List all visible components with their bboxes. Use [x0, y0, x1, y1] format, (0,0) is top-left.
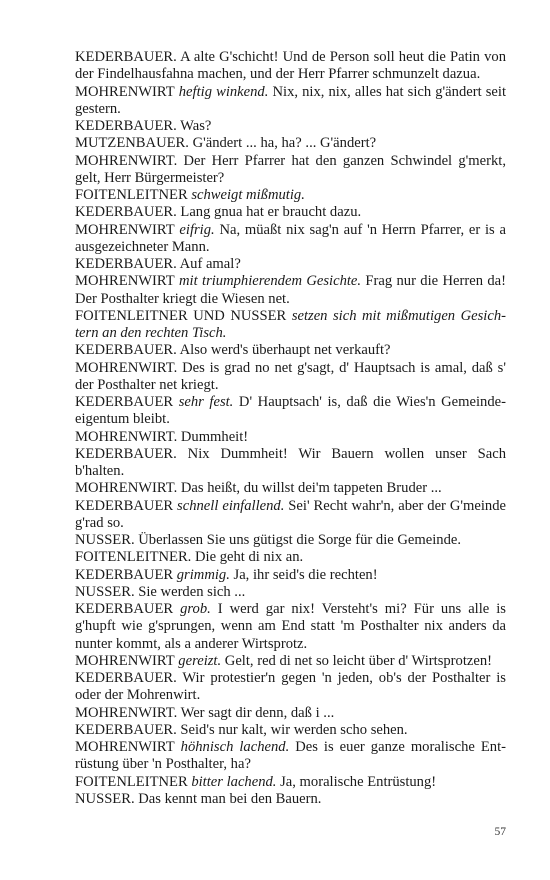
dialogue-line — [75, 222, 506, 257]
speaker-name: MOHRENWIRT. — [75, 428, 178, 445]
spoken-text: Also werd's überhaupt net verkauft? — [176, 342, 391, 359]
spoken-text: Nix, nix, nix, alles hat sich g'ändert seit gestern. — [75, 83, 506, 117]
spoken-text: Gelt, red di net so leicht über d' Wirtsprotzen! — [221, 652, 493, 669]
dialogue-line — [75, 567, 506, 584]
dialogue-line — [75, 653, 506, 670]
spoken-text: Das kennt man bei den Bauern. — [134, 790, 322, 807]
speaker-name: MOHRENWIRT. — [75, 480, 178, 497]
speaker-name: FOITENLEITNER. — [75, 549, 192, 566]
speaker-name: KEDERBAUER. — [75, 204, 177, 221]
stage-direction: grob. — [173, 601, 211, 617]
speaker-name: KEDERBAUER. — [75, 721, 177, 738]
spoken-text: Na, müaßt nix sag'n auf 'n Herrn Pfarrer, er is a ausgezeichneter Mann. — [75, 221, 506, 255]
speaker-name: KEDERBAUER. — [75, 49, 177, 65]
speaker-name: KEDERBAUER — [75, 394, 174, 410]
stage-direction: eifrig. — [174, 221, 215, 238]
speaker-name: MOHRENWIRT. — [75, 359, 178, 376]
dialogue-line — [75, 705, 506, 722]
speaker-name: MOHRENWIRT — [75, 83, 175, 100]
speaker-name: KEDERBAUER. — [75, 118, 177, 134]
dialogue-line — [75, 360, 506, 395]
speaker-name: KEDERBAUER. — [75, 670, 177, 686]
stage-direction: sehr fest. — [173, 394, 234, 410]
page-number: 57 — [494, 826, 506, 838]
spoken-text: I werd gar nix! Versteht's mi? Für uns alle is g'hupft wie g'sprungen, wenn am End statt 'm Posthalter nix anders da nunter kommt, als a anderer Wirtsprotz. — [75, 601, 506, 652]
dialogue-line — [75, 601, 506, 653]
spoken-text: A alte G'schicht! Und de Person soll heut die Patin von der Findelhausfahna machen, und der Herr Pfarrer schmunzelt dazua. — [75, 49, 506, 83]
speaker-name: MOHRENWIRT. — [75, 704, 178, 721]
dialogue-line — [75, 394, 506, 429]
dialogue-line — [75, 584, 506, 601]
spoken-text: Nix Dummheit! Wir Bauern wollen unser Sach b'halten. — [75, 445, 506, 479]
dialogue-line — [75, 532, 506, 549]
spoken-text: Sei' Recht wahr'n, aber der G'meinde g'rad so. — [75, 497, 506, 531]
dialogue-line — [75, 256, 506, 273]
dialogue-line — [75, 446, 506, 481]
dialogue-line — [75, 153, 506, 188]
stage-direction: grimmig. — [173, 566, 230, 583]
dialogue-line — [75, 739, 506, 774]
stage-direction: höhnisch lachend. — [174, 739, 290, 755]
stage-direction: schnell einfallend. — [173, 497, 285, 514]
speaker-name: KEDERBAUER. — [75, 445, 177, 462]
speaker-name: FOITENLEITNER UND NUSSER — [75, 307, 287, 324]
dialogue-line — [75, 722, 506, 739]
dialogue-line — [75, 204, 506, 221]
spoken-text: Frag nur die Herren da! Der Posthalter kriegt die Wiesen net. — [75, 273, 506, 307]
dialogue-text — [75, 49, 506, 808]
spoken-text: Wer sagt dir denn, daß i ... — [177, 704, 335, 721]
stage-direction: heftig winkend. — [174, 83, 269, 100]
spoken-text: Ja, ihr seid's die rechten! — [229, 566, 378, 583]
spoken-text: Das heißt, du willst dei'm tappeten Bruder ... — [177, 480, 442, 497]
speaker-name: MOHRENWIRT — [75, 221, 175, 238]
stage-direction: mit triumphierendem Gesichte. — [174, 273, 362, 290]
speaker-name: NUSSER. — [75, 583, 135, 600]
dialogue-line — [75, 49, 506, 84]
speaker-name: NUSSER. — [75, 790, 135, 807]
spoken-text: G'ändert ... ha, ha? ... G'ändert? — [188, 135, 377, 152]
spoken-text: Was? — [176, 118, 212, 134]
spoken-text: Die geht di nix an. — [191, 549, 304, 566]
spoken-text: Wir protestier'n gegen 'n jeden, ob's der Posthalter is oder der Mohrenwirt. — [75, 670, 506, 704]
spoken-text: Ja, moralische Entrüstung! — [276, 773, 437, 790]
spoken-text: Auf amal? — [176, 256, 241, 272]
dialogue-line — [75, 480, 506, 497]
dialogue-line — [75, 791, 506, 808]
dialogue-line — [75, 342, 506, 359]
dialogue-line — [75, 187, 506, 204]
spoken-text: Seid's nur kalt, wir werden scho sehen. — [176, 721, 408, 738]
dialogue-line — [75, 498, 506, 533]
speaker-name: MOHRENWIRT — [75, 739, 175, 755]
speaker-name: KEDERBAUER. — [75, 342, 177, 359]
speaker-name: FOITENLEITNER — [75, 773, 188, 790]
dialogue-line — [75, 273, 506, 308]
dialogue-line — [75, 549, 506, 566]
speaker-name: KEDERBAUER — [75, 497, 174, 514]
spoken-text: Überlassen Sie uns gütigst die Sorge für die Gemeinde. — [134, 532, 462, 548]
spoken-text: Der Herr Pfarrer hat den ganzen Schwindel g'merkt, gelt, Herr Bürgermeister? — [75, 152, 506, 186]
dialogue-line — [75, 670, 506, 705]
spoken-text: Des is euer ganze moralische Ent-rüstung über 'n Posthalter, ha? — [75, 739, 506, 773]
speaker-name: NUSSER. — [75, 532, 135, 548]
speaker-name: MOHRENWIRT — [75, 273, 175, 290]
dialogue-line — [75, 135, 506, 152]
speaker-name: KEDERBAUER — [75, 566, 174, 583]
spoken-text: D' Hauptsach' is, daß die Wies'n Gemeinde-eigentum bleibt. — [75, 394, 506, 428]
spoken-text: Sie werden sich ... — [134, 583, 246, 600]
dialogue-line — [75, 84, 506, 119]
speaker-name: KEDERBAUER. — [75, 256, 177, 272]
stage-direction: gereizt. — [174, 652, 222, 669]
dialogue-line — [75, 118, 506, 135]
speaker-name: MOHRENWIRT — [75, 652, 175, 669]
stage-direction: setzen sich mit mißmutigen Gesich-tern an den rechten Tisch. — [75, 307, 506, 341]
speaker-name: MOHRENWIRT. — [75, 152, 178, 169]
spoken-text: Des is grad no net g'sagt, d' Hauptsach is amal, daß s' der Posthalter net kriegt. — [75, 359, 506, 393]
dialogue-line — [75, 429, 506, 446]
spoken-text: Dummheit! — [177, 428, 249, 445]
speaker-name: MUTZENBAUER. — [75, 135, 189, 152]
spoken-text: Lang gnua hat er braucht dazu. — [176, 204, 362, 221]
dialogue-line — [75, 308, 506, 343]
dialogue-line — [75, 774, 506, 791]
stage-direction: schweigt mißmutig. — [187, 187, 305, 203]
stage-direction: bitter lachend. — [187, 773, 277, 790]
speaker-name: FOITENLEITNER — [75, 187, 188, 203]
speaker-name: KEDERBAUER — [75, 601, 174, 617]
